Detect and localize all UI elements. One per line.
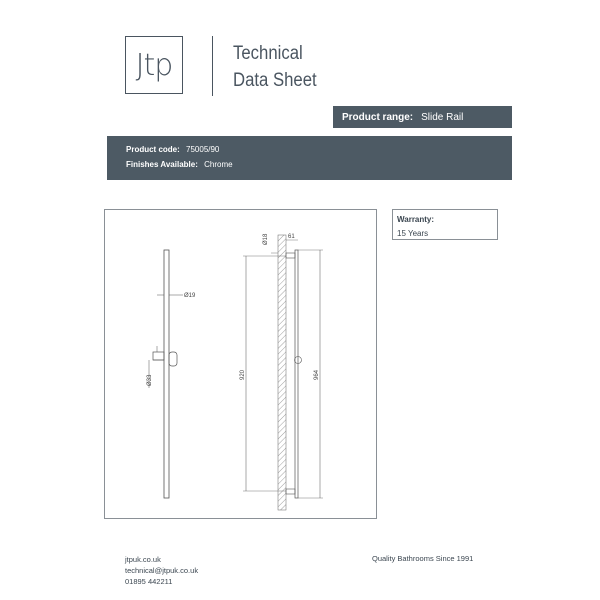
product-code-value: 75005/90 [186, 145, 220, 154]
title-line-2: Data Sheet [233, 70, 317, 91]
product-range-value: Slide Rail [421, 111, 464, 123]
logo-text: Jtp [135, 47, 173, 83]
product-info-bar [107, 136, 512, 180]
document-title [233, 40, 317, 94]
logo-divider [212, 36, 213, 96]
footer-email[interactable]: technical@jtpuk.co.uk [125, 566, 199, 575]
title-line-1: Technical [233, 43, 303, 64]
footer-website[interactable]: jtpuk.co.uk [125, 555, 161, 564]
wall-hatch [278, 235, 286, 510]
dim-bracket-diameter: Ø18 [263, 233, 269, 245]
side-view [240, 233, 323, 510]
finishes-row [126, 157, 512, 172]
finishes-value: Chrome [204, 160, 233, 169]
top-bracket [286, 253, 295, 258]
bottom-bracket [286, 489, 295, 494]
dim-rail-diameter: Ø19 [184, 293, 196, 299]
rail-side [295, 250, 298, 498]
rail-front [164, 250, 169, 498]
finishes-label: Finishes Available: [126, 160, 198, 169]
footer-contact [125, 554, 198, 587]
brand-logo [125, 36, 183, 94]
product-code-label: Product code: [126, 145, 180, 154]
dim-overall: 964 [314, 369, 320, 380]
product-range-bar [333, 106, 512, 128]
warranty-value: 15 Years [397, 229, 429, 238]
warranty-label: Warranty: [397, 215, 435, 224]
holder-body [153, 352, 164, 360]
warranty-box [392, 209, 498, 240]
technical-drawing [104, 209, 377, 519]
footer-tagline: Quality Bathrooms Since 1991 [372, 554, 474, 563]
dim-holder-diameter: Ø33 [147, 374, 153, 386]
footer-phone: 01895 442211 [125, 577, 173, 586]
dim-centres: 920 [240, 369, 246, 380]
product-range-label: Product range: [342, 111, 414, 123]
product-code-row [126, 142, 512, 157]
front-view [147, 250, 196, 498]
holder-knob [169, 352, 177, 366]
dim-projection: 61 [288, 234, 295, 240]
technical-drawing-svg [105, 210, 378, 520]
